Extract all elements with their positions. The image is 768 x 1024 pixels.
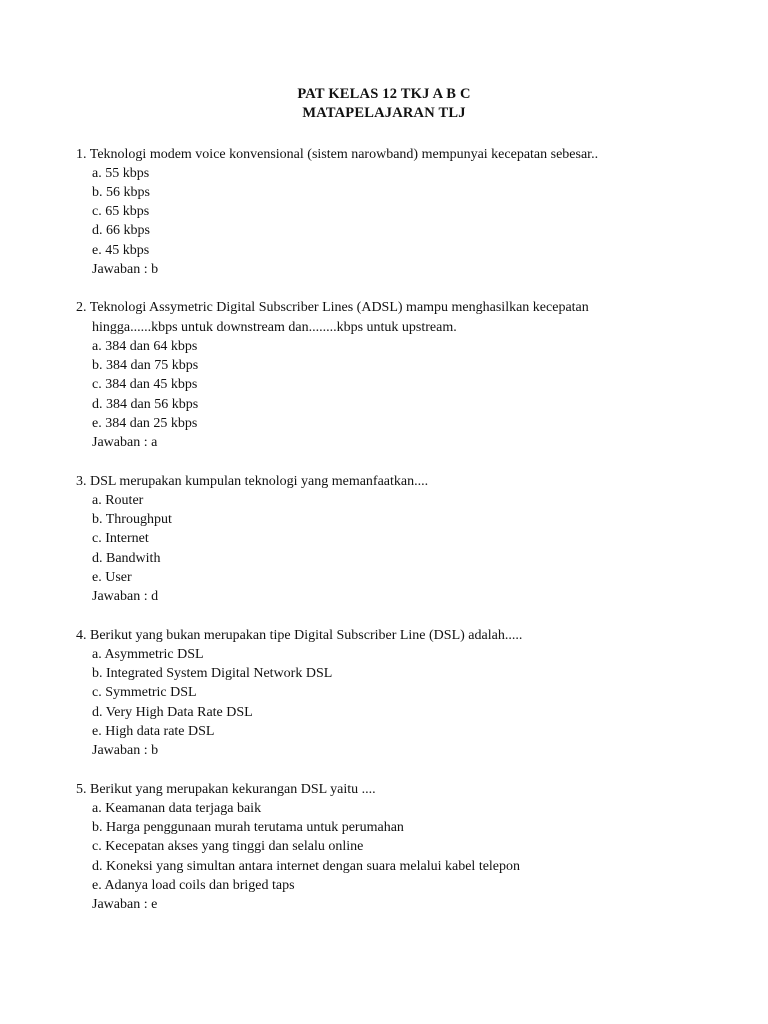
question-4-option-c: c. Symmetric DSL [92, 685, 197, 700]
question-5-option-b: b. Harga penggunaan murah terutama untuk perumahan [92, 820, 404, 835]
question-2-answer: Jawaban : a [92, 435, 158, 450]
question-4-option-a: a. Asymmetric DSL [92, 647, 204, 662]
question-3-answer: Jawaban : d [92, 589, 159, 604]
question-4-answer: Jawaban : b [92, 743, 159, 758]
question-5-option-c: c. Kecepatan akses yang tinggi dan selalu online [92, 839, 364, 854]
question-1-option-e: e. 45 kbps [92, 243, 150, 258]
question-1-option-a: a. 55 kbps [92, 166, 150, 181]
question-2-option-e: e. 384 dan 25 kbps [92, 416, 198, 431]
question-2-option-b: b. 384 dan 75 kbps [92, 358, 199, 373]
question-2-option-a: a. 384 dan 64 kbps [92, 339, 198, 354]
question-5-option-d: d. Koneksi yang simultan antara internet dengan suara melalui kabel telepon [92, 859, 521, 874]
question-1-option-b: b. 56 kbps [92, 185, 150, 200]
question-2-option-d: d. 384 dan 56 kbps [92, 397, 199, 412]
question-4-option-b: b. Integrated System Digital Network DSL [92, 666, 333, 681]
question-5-answer: Jawaban : e [92, 897, 158, 912]
question-5-text: 5. Berikut yang merupakan kekurangan DSL yaitu .... [76, 782, 376, 797]
question-4-option-e: e. High data rate DSL [92, 724, 215, 739]
question-3-option-d: d. Bandwith [92, 551, 161, 566]
question-2-option-c: c. 384 dan 45 kbps [92, 377, 198, 392]
question-5-option-a: a. Keamanan data terjaga baik [92, 801, 262, 816]
question-3-option-b: b. Throughput [92, 512, 172, 527]
question-1-option-c: c. 65 kbps [92, 204, 150, 219]
question-3-text: 3. DSL merupakan kumpulan teknologi yang memanfaatkan.... [76, 474, 429, 489]
question-2-text: 2. Teknologi Assymetric Digital Subscriber Lines (ADSL) mampu menghasilkan kecepatan [76, 300, 589, 315]
question-1-answer: Jawaban : b [92, 262, 159, 277]
question-3-option-c: c. Internet [92, 531, 149, 546]
question-1-text: 1. Teknologi modem voice konvensional (sistem narowband) mempunyai kecepatan sebesar.. [76, 147, 599, 162]
question-4-option-d: d. Very High Data Rate DSL [92, 705, 253, 720]
question-1-option-d: d. 66 kbps [92, 223, 150, 238]
question-5-option-e: e. Adanya load coils dan briged taps [92, 878, 295, 893]
question-4-text: 4. Berikut yang bukan merupakan tipe Digital Subscriber Line (DSL) adalah..... [76, 628, 523, 643]
question-3-option-a: a. Router [92, 493, 144, 508]
document-title: PAT KELAS 12 TKJ A B C [297, 86, 471, 102]
question-2-text-continued: hingga......kbps untuk downstream dan........kbps untuk upstream. [92, 320, 457, 335]
question-3-option-e: e. User [92, 570, 132, 585]
document-subtitle: MATAPELAJARAN TLJ [302, 105, 466, 121]
